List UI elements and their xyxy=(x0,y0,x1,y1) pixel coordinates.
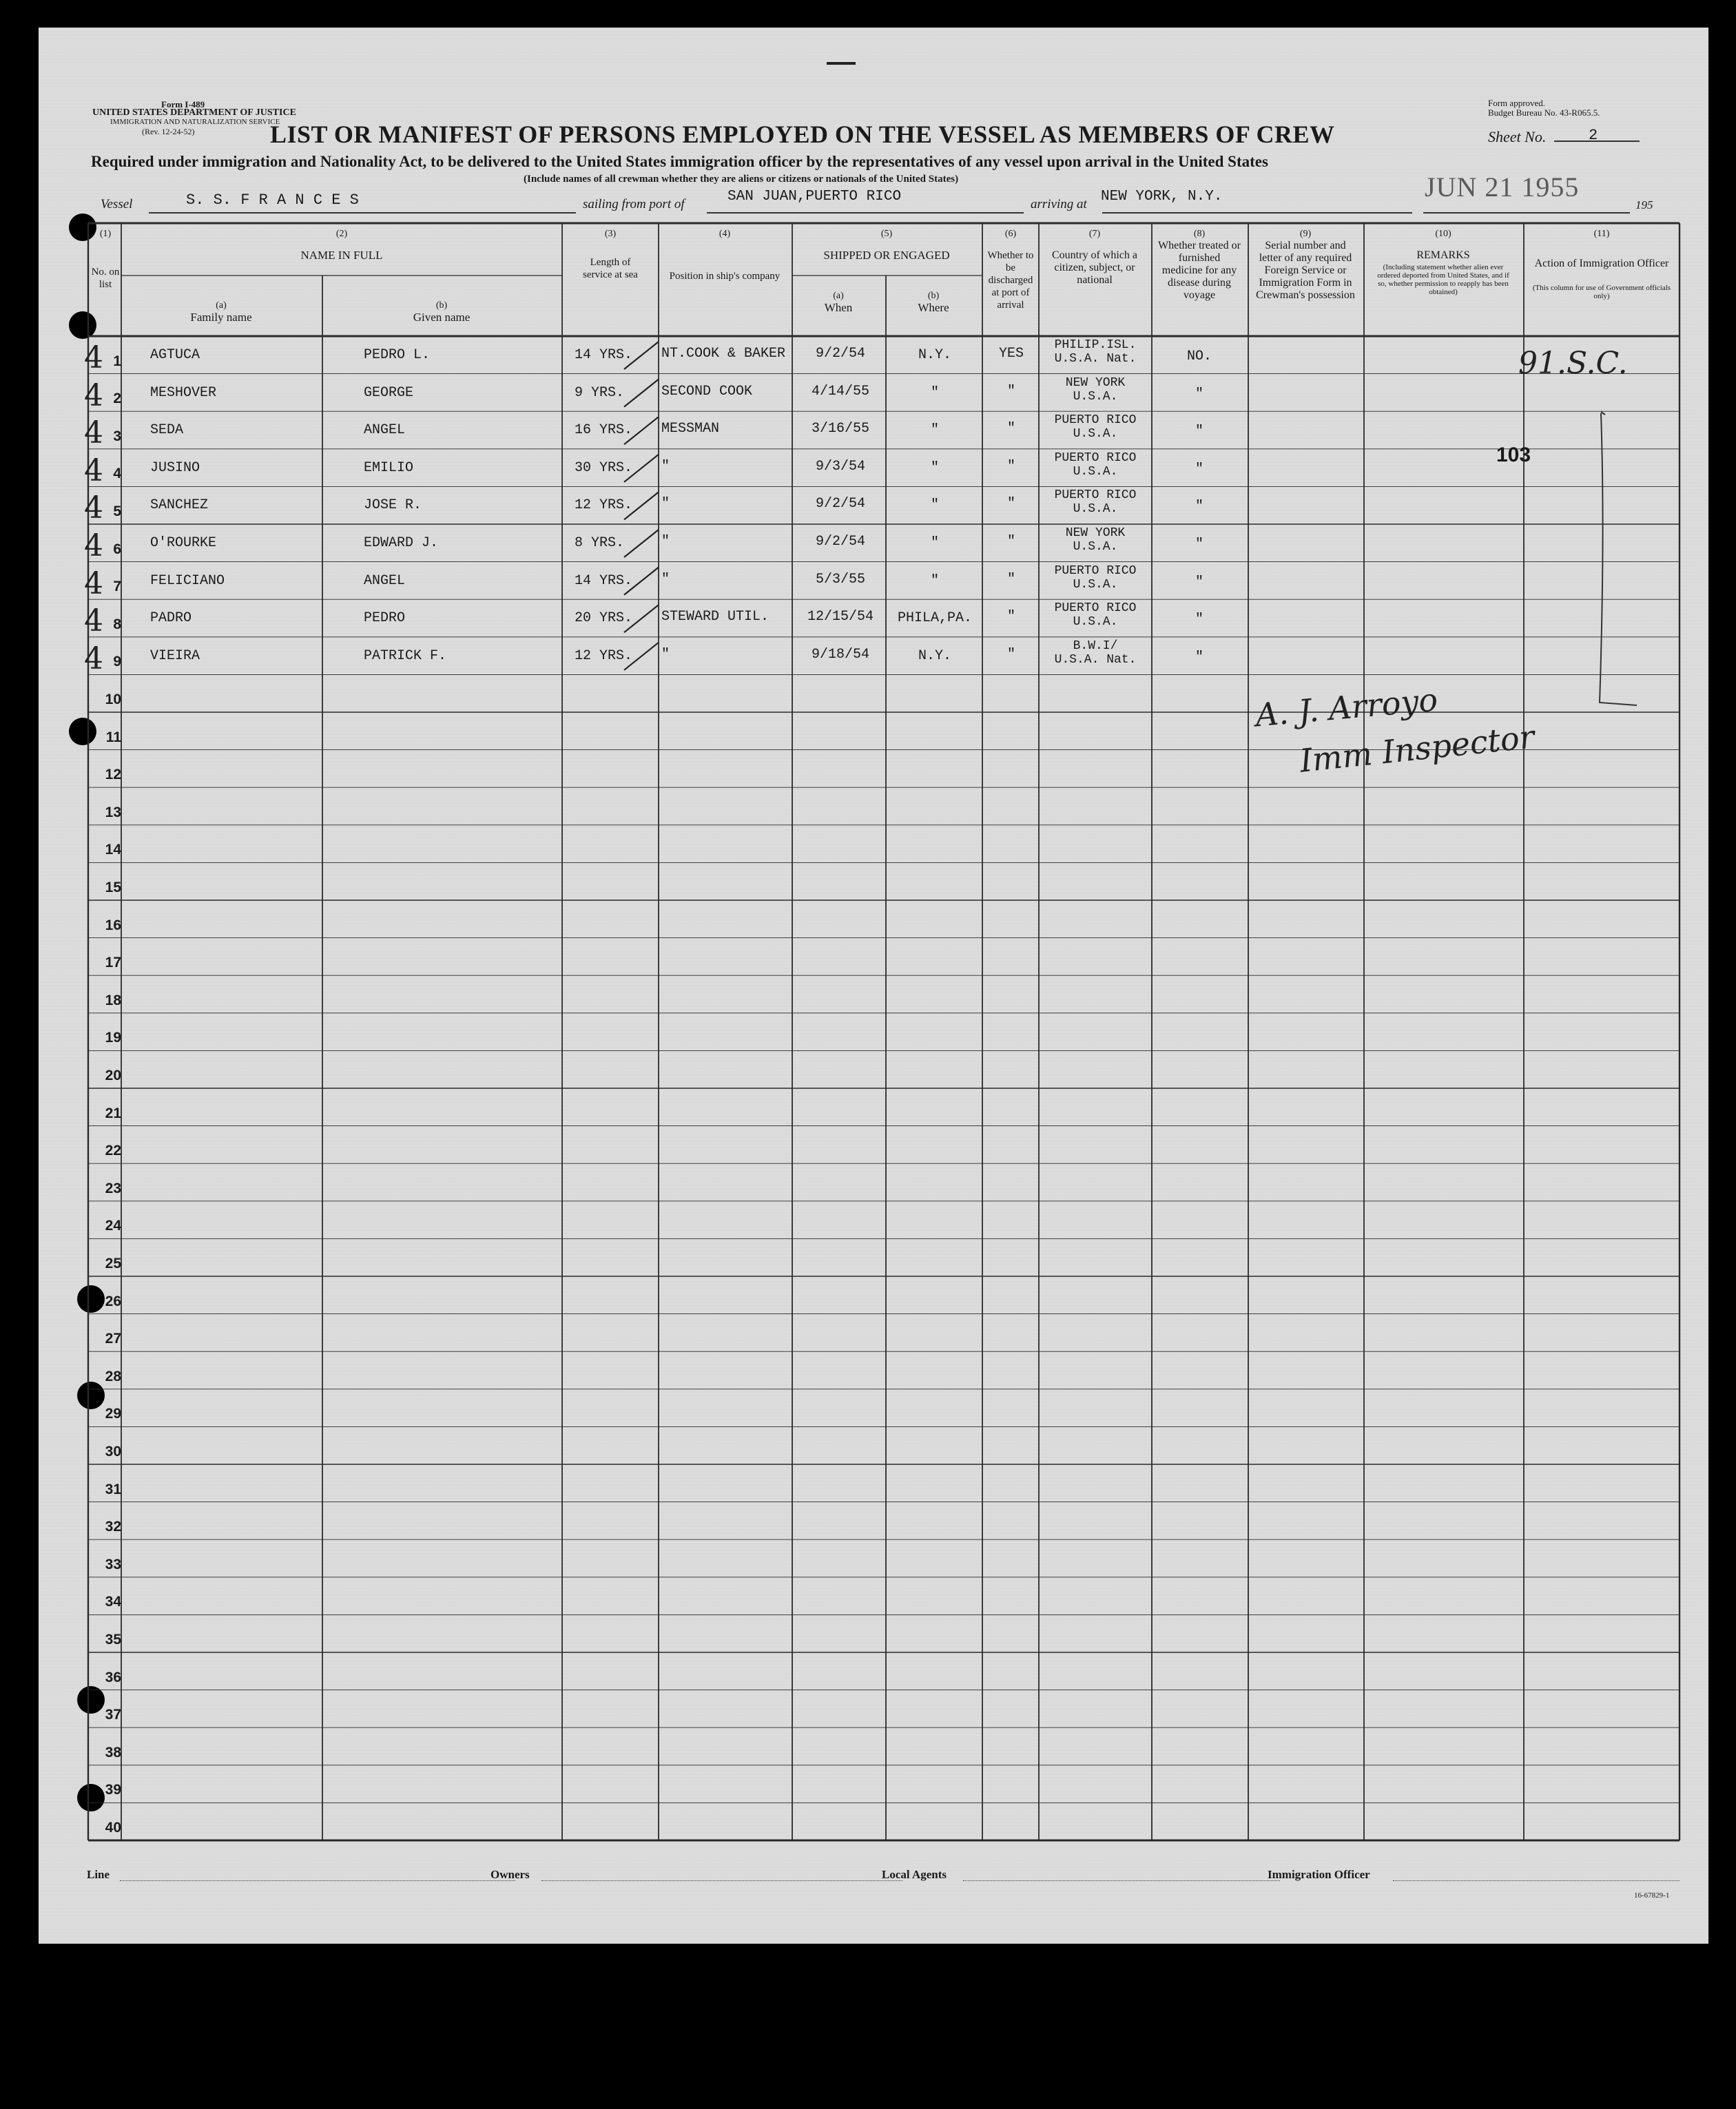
sailing-port: SAN JUAN,PUERTO RICO xyxy=(727,189,902,205)
shipped-when: 9/3/54 xyxy=(815,458,865,475)
col-11-note: (This column for use of Government officials only) xyxy=(1532,284,1671,300)
discharge-status: " xyxy=(1006,496,1015,512)
country-line-1: PHILIP.ISL. xyxy=(1054,338,1137,352)
col-5a-number: (a) xyxy=(833,291,844,301)
row-number: 27 xyxy=(105,1331,121,1347)
year-suffix: 195 xyxy=(1635,198,1653,211)
ship-position: " xyxy=(661,646,670,663)
row-number: 4 xyxy=(113,466,121,482)
col-1-label: No. on list xyxy=(91,267,120,290)
given-name: ANGEL xyxy=(364,572,406,589)
form-number: Form I-489 xyxy=(161,99,205,110)
shipped-where: " xyxy=(930,459,939,476)
given-name: PEDRO L. xyxy=(364,347,431,363)
country-line-2: U.S.A. xyxy=(1073,577,1118,592)
ship-position: " xyxy=(661,496,670,512)
row-number: 31 xyxy=(105,1481,121,1497)
col-9-label: Serial number and letter of any required Foreign Service or Immigration Form in Crewman's possession xyxy=(1256,240,1355,301)
service-length: 30 YRS. xyxy=(575,459,633,476)
row-number: 40 xyxy=(105,1820,121,1836)
col-3-number: (3) xyxy=(604,229,617,239)
country-line-1: NEW YORK xyxy=(1065,375,1126,390)
col-8-number: (8) xyxy=(1193,229,1206,239)
country-line-1: NEW YORK xyxy=(1065,526,1126,540)
row-prefix-mark: 4 xyxy=(84,490,103,526)
discharge-status: " xyxy=(1006,421,1015,437)
col-7-label: Country of which a citizen, subject, or national xyxy=(1052,249,1137,286)
medicine-status: " xyxy=(1195,499,1203,515)
discharge-status: " xyxy=(1006,383,1015,399)
row-number: 10 xyxy=(105,692,121,707)
row-number: 2 xyxy=(113,391,121,407)
family-name: VIEIRA xyxy=(150,647,200,664)
country-line-2: U.S.A. xyxy=(1073,540,1118,554)
medicine-status: NO. xyxy=(1186,349,1212,364)
row-number: 26 xyxy=(105,1293,121,1309)
medicine-status: " xyxy=(1195,424,1203,440)
row-number: 14 xyxy=(105,842,121,858)
row-number: 20 xyxy=(105,1068,121,1083)
shipped-when: 9/2/54 xyxy=(815,496,865,512)
col-2-label: NAME IN FULL xyxy=(300,249,383,262)
revision-date: (Rev. 12-24-52) xyxy=(142,127,195,136)
service-strike-mark xyxy=(624,380,659,407)
action-mark: 91.S.C. xyxy=(1518,346,1628,381)
service-strike-mark xyxy=(624,530,659,557)
ship-position: " xyxy=(661,534,670,550)
row-number: 19 xyxy=(105,1030,121,1046)
shipped-where: " xyxy=(930,535,939,551)
service-length: 12 YRS. xyxy=(575,647,633,664)
vessel-label: Vessel xyxy=(101,197,133,211)
col-3-label: Length of service at sea xyxy=(583,257,638,280)
family-name: AGTUCA xyxy=(150,347,200,363)
col-1-number: (1) xyxy=(99,229,112,239)
officer-signature: A. J. Arroyo xyxy=(1254,681,1440,734)
service-length: 14 YRS. xyxy=(575,572,633,589)
shipped-when: 12/15/54 xyxy=(807,609,874,625)
shipped-where: N.Y. xyxy=(918,647,951,664)
country-line-2: U.S.A. xyxy=(1073,502,1118,517)
col-8-label: Whether treated or furnished medicine for any disease during voyage xyxy=(1158,240,1241,301)
vessel-name: S. S. F R A N C E S xyxy=(186,191,359,209)
given-name: PEDRO xyxy=(364,610,406,627)
row-number: 39 xyxy=(105,1782,121,1798)
family-name: SANCHEZ xyxy=(150,497,209,514)
service-length: 14 YRS. xyxy=(575,347,633,363)
row-number: 22 xyxy=(105,1143,121,1159)
shipped-where: " xyxy=(930,422,939,439)
col-4-label: Position in ship's company xyxy=(669,271,781,282)
country-line-2: U.S.A. xyxy=(1073,464,1118,479)
col-11-number: (11) xyxy=(1593,229,1610,239)
service-length: 12 YRS. xyxy=(575,497,633,514)
action-bracket xyxy=(1582,399,1664,730)
col-9-number: (9) xyxy=(1299,229,1312,239)
row-prefix-mark: 4 xyxy=(84,603,103,639)
approval-line: Form approved. xyxy=(1488,98,1546,108)
col-7-number: (7) xyxy=(1088,229,1101,239)
col-2b-label: Given name xyxy=(413,311,471,324)
shipped-when: 4/14/55 xyxy=(811,383,869,399)
shipped-when: 3/16/55 xyxy=(811,421,869,437)
row-prefix-mark: 4 xyxy=(84,565,103,601)
row-number: 35 xyxy=(105,1632,121,1648)
given-name: GEORGE xyxy=(364,384,414,401)
row-number: 21 xyxy=(105,1105,121,1121)
sheet-number: 2 xyxy=(1589,127,1598,144)
discharge-status: YES xyxy=(998,346,1024,362)
family-name: SEDA xyxy=(150,422,184,439)
ship-position: SECOND COOK xyxy=(661,383,753,399)
arriving-label: arriving at xyxy=(1031,197,1087,211)
manifest-sheet xyxy=(39,28,1708,1944)
row-number: 16 xyxy=(105,917,121,933)
col-2a-label: Family name xyxy=(190,311,252,324)
row-number: 34 xyxy=(105,1594,121,1610)
given-name: JOSE R. xyxy=(364,497,422,514)
country-line-2: U.S.A. xyxy=(1073,389,1118,404)
sheet-label: Sheet No. xyxy=(1488,128,1547,145)
col-5-label: SHIPPED OR ENGAGED xyxy=(823,249,950,262)
service-name: IMMIGRATION AND NATURALIZATION SERVICE xyxy=(110,118,280,126)
row-prefix-mark: 4 xyxy=(84,340,103,375)
row-number: 5 xyxy=(113,503,121,519)
shipped-where: N.Y. xyxy=(918,347,951,363)
discharge-status: " xyxy=(1006,458,1015,475)
shipped-when: 9/18/54 xyxy=(811,646,869,663)
footer-owners-field xyxy=(541,1880,902,1881)
row-number: 28 xyxy=(105,1368,121,1384)
row-number: 3 xyxy=(113,428,121,444)
discharge-status: " xyxy=(1006,571,1015,588)
crew-count: 103 xyxy=(1496,444,1531,466)
row-prefix-mark: 4 xyxy=(84,453,103,488)
family-name: O'ROURKE xyxy=(150,535,217,551)
family-name: JUSINO xyxy=(150,459,200,476)
medicine-status: " xyxy=(1195,386,1203,402)
footer-officer-label: Immigration Officer xyxy=(1268,1868,1370,1881)
col-5b-label: Where xyxy=(918,301,949,314)
department-name: UNITED STATES DEPARTMENT OF JUSTICE xyxy=(92,107,296,118)
medicine-status: " xyxy=(1195,612,1203,628)
footer-line-label: Line xyxy=(87,1868,110,1881)
country-line-1: PUERTO RICO xyxy=(1054,450,1137,465)
row-number: 6 xyxy=(113,541,121,557)
row-number: 38 xyxy=(105,1744,121,1760)
country-line-1: PUERTO RICO xyxy=(1054,601,1137,616)
country-line-2: U.S.A. xyxy=(1073,427,1118,441)
row-number: 24 xyxy=(105,1218,121,1234)
discharge-status: " xyxy=(1006,609,1015,625)
form-code: 16-67829-1 xyxy=(1634,1891,1670,1900)
shipped-when: 9/2/54 xyxy=(815,534,865,550)
shipped-where: PHILA,PA. xyxy=(897,610,973,627)
row-number: 15 xyxy=(105,880,121,895)
row-prefix-mark: 4 xyxy=(84,528,103,563)
ship-position: MESSMAN xyxy=(661,421,720,437)
col-10-number: (10) xyxy=(1435,229,1451,239)
medicine-status: " xyxy=(1195,461,1203,477)
service-length: 16 YRS. xyxy=(575,422,633,439)
medicine-status: " xyxy=(1195,574,1203,590)
row-number: 25 xyxy=(105,1256,121,1271)
footer-officer-field xyxy=(1393,1880,1680,1881)
country-line-1: PUERTO RICO xyxy=(1054,413,1137,428)
given-name: EDWARD J. xyxy=(364,535,439,551)
family-name: FELICIANO xyxy=(150,572,225,589)
row-number: 18 xyxy=(105,992,121,1008)
given-name: EMILIO xyxy=(364,459,414,476)
row-number: 9 xyxy=(113,654,121,670)
subtitle: Required under immigration and Nationality Act, to be delivered to the United States immigration officer by the representatives of any vessel upon arrival in the United States xyxy=(91,153,1268,170)
col-5-number: (5) xyxy=(880,229,893,239)
family-name: MESHOVER xyxy=(150,384,217,401)
shipped-where: " xyxy=(930,497,939,514)
row-number: 7 xyxy=(113,579,121,595)
footer-agents-label: Local Agents xyxy=(882,1868,947,1881)
col-5b-number: (b) xyxy=(927,291,940,301)
discharge-status: " xyxy=(1006,646,1015,663)
discharge-status: " xyxy=(1006,534,1015,550)
col-6-label: Whether to be discharged at port of arrival xyxy=(987,250,1034,311)
col-2a-number: (a) xyxy=(216,300,227,311)
officer-title-signature: Imm Inspector xyxy=(1298,718,1536,780)
row-number: 23 xyxy=(105,1180,121,1196)
ship-position: NT.COOK & BAKER xyxy=(661,346,786,362)
medicine-status: " xyxy=(1195,537,1203,552)
arriving-port: NEW YORK, N.Y. xyxy=(1101,189,1223,205)
col-10-note: (Including statement whether alien ever ordered deported from United States, and if so, whether permission to reapply has been obtained) xyxy=(1377,263,1509,296)
col-2b-number: (b) xyxy=(435,300,448,311)
row-number: 37 xyxy=(105,1707,121,1723)
sailing-label: sailing from port of xyxy=(583,197,685,211)
shipped-when: 9/2/54 xyxy=(815,346,865,362)
country-line-1: B.W.I/ xyxy=(1073,638,1118,653)
footer-agents-field xyxy=(963,1880,1280,1881)
col-5a-label: When xyxy=(824,301,853,314)
row-number: 12 xyxy=(105,767,121,783)
row-number: 29 xyxy=(105,1406,121,1422)
shipped-where: " xyxy=(930,384,939,401)
shipped-when: 5/3/55 xyxy=(815,571,865,588)
given-name: PATRICK F. xyxy=(364,647,447,664)
country-line-1: PUERTO RICO xyxy=(1054,488,1137,503)
given-name: ANGEL xyxy=(364,422,406,439)
row-prefix-mark: 4 xyxy=(84,415,103,451)
col-6-number: (6) xyxy=(1004,229,1017,239)
col-4-number: (4) xyxy=(719,229,731,239)
country-line-2: U.S.A. Nat. xyxy=(1054,352,1137,366)
row-number: 11 xyxy=(105,729,121,745)
col-2-number: (2) xyxy=(335,229,348,239)
budget-line: Budget Bureau No. 43-R065.5. xyxy=(1488,107,1600,118)
ship-position: " xyxy=(661,458,670,475)
ship-position: STEWARD UTIL. xyxy=(661,609,769,625)
row-number: 32 xyxy=(105,1519,121,1535)
row-prefix-mark: 4 xyxy=(84,641,103,676)
country-line-2: U.S.A. Nat. xyxy=(1054,652,1137,667)
col-11-label: Action of Immigration Officer xyxy=(1534,258,1669,269)
country-line-2: U.S.A. xyxy=(1073,615,1118,630)
row-number: 8 xyxy=(113,616,121,632)
country-line-1: PUERTO RICO xyxy=(1054,563,1137,578)
row-number: 17 xyxy=(105,955,121,971)
family-name: PADRO xyxy=(150,610,192,627)
row-number: 1 xyxy=(113,353,121,369)
col-10-label: REMARKS xyxy=(1416,249,1470,261)
date-stamp: JUN 21 1955 xyxy=(1425,172,1580,202)
service-length: 8 YRS. xyxy=(575,535,625,551)
service-length: 9 YRS. xyxy=(575,384,625,401)
row-number: 13 xyxy=(105,804,121,820)
row-prefix-mark: 4 xyxy=(84,377,103,413)
medicine-status: " xyxy=(1195,649,1203,665)
footer-line-field xyxy=(120,1880,515,1881)
row-number: 33 xyxy=(105,1556,121,1572)
row-number: 30 xyxy=(105,1444,121,1459)
service-length: 20 YRS. xyxy=(575,610,633,627)
footer-owners-label: Owners xyxy=(490,1868,530,1881)
ship-position: " xyxy=(661,571,670,588)
row-number: 36 xyxy=(105,1669,121,1685)
include-note: (Include names of all crewman whether they are aliens or citizens or nationals of the United States) xyxy=(524,174,959,185)
shipped-where: " xyxy=(930,572,939,589)
page-title: LIST OR MANIFEST OF PERSONS EMPLOYED ON THE VESSEL AS MEMBERS OF CREW xyxy=(270,121,1335,148)
